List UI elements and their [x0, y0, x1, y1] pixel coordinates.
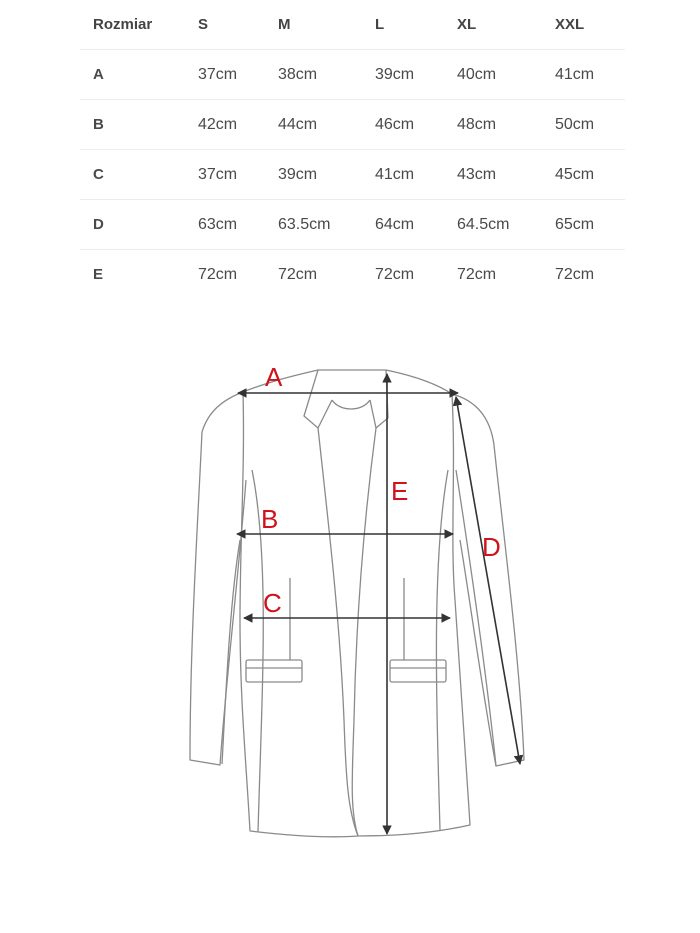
label-b: B: [261, 504, 279, 534]
row-label: B: [93, 116, 104, 133]
label-e: E: [391, 476, 409, 506]
row-label: E: [93, 266, 104, 283]
table-cell: 64cm: [375, 215, 415, 233]
neckline: [332, 400, 370, 409]
header-m: M: [278, 16, 291, 33]
table-cell: 46cm: [375, 115, 415, 133]
measurement-labels: [261, 362, 501, 618]
table-cell: 72cm: [198, 265, 238, 283]
label-c: C: [263, 588, 282, 618]
table-cell: 64.5cm: [457, 215, 510, 233]
left-pocket: [246, 660, 302, 682]
table-cell: 42cm: [198, 115, 238, 133]
table-cell: 50cm: [555, 115, 595, 133]
row-label: C: [93, 166, 104, 183]
left-collar: [304, 370, 332, 428]
right-front-edge: [352, 428, 376, 836]
table-cell: 40cm: [457, 65, 497, 83]
table-cell: 48cm: [457, 115, 497, 133]
label-d: D: [482, 532, 501, 562]
table-cell: 72cm: [457, 265, 497, 283]
header-xl: XL: [457, 16, 477, 33]
table-cell: 41cm: [375, 165, 415, 183]
table-cell: 38cm: [278, 65, 318, 83]
row-label: D: [93, 216, 104, 233]
table-cell: 37cm: [198, 165, 238, 183]
right-pocket: [390, 660, 446, 682]
right-collar: [370, 370, 388, 428]
table-cell: 39cm: [375, 65, 415, 83]
label-a: A: [265, 362, 283, 392]
right-sleeve-inner: [460, 540, 496, 766]
header-size: Rozmiar: [93, 16, 153, 33]
table-cell: 45cm: [555, 165, 595, 183]
table-cell: 72cm: [278, 265, 318, 283]
right-seam: [436, 470, 448, 830]
table-cell: 44cm: [278, 115, 318, 133]
table-cell: 37cm: [198, 65, 238, 83]
table-cell: 72cm: [555, 265, 595, 283]
table-cell: 63.5cm: [278, 215, 331, 233]
header-l: L: [375, 16, 385, 33]
left-sleeve: [190, 392, 246, 765]
arrow-d: [456, 397, 520, 764]
table-cell: 72cm: [375, 265, 415, 283]
blazer-outline: [190, 370, 524, 837]
table-cell: 43cm: [457, 165, 497, 183]
table-cell: 65cm: [555, 215, 595, 233]
table-cell: 39cm: [278, 165, 318, 183]
header-xxl: XXL: [555, 16, 585, 33]
table-cell: 63cm: [198, 215, 238, 233]
table-cell: 41cm: [555, 65, 595, 83]
row-label: A: [93, 66, 104, 83]
header-s: S: [198, 16, 209, 33]
